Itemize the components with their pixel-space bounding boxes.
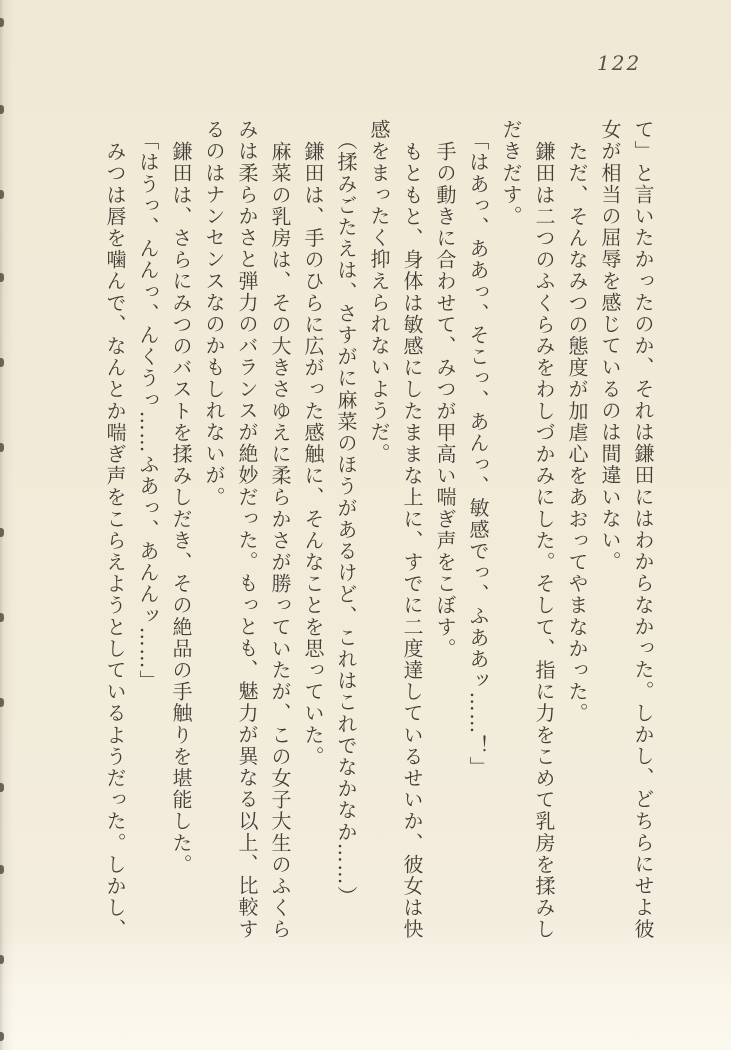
- binding-mark: [0, 865, 4, 874]
- binding-mark: [0, 443, 4, 452]
- text-line: （揉みごたえは、さすがに麻菜のほうがあるけど、これはこれでなかなか……）: [334, 130, 358, 908]
- text-line: るのはナンセンスなのかもしれないが。: [202, 119, 226, 508]
- binding-mark: [0, 1032, 4, 1041]
- text-line: みは柔らかさと弾力のバランスが絶妙だった。もっとも、魅力が異なる以上、比較す: [235, 119, 259, 940]
- binding-mark: [0, 613, 4, 622]
- text-line: て」と言いたかったのか、それは鎌田にはわからなかった。しかし、どちらにせよ彼: [631, 119, 655, 940]
- text-line: 手の動きに合わせて、みつが甲高い喘ぎ声をこぼす。: [433, 141, 457, 660]
- text-line: 女が相当の屈辱を感じているのは間違いない。: [598, 119, 622, 573]
- text-line: 「はうっ、んんっ、んくうっ……ふあっ、あんんッ……」: [136, 130, 160, 692]
- binding-mark: [0, 783, 4, 792]
- text-line: 鎌田は二つのふくらみをわしづかみにした。そして、指に力をこめて乳房を揉みし: [532, 141, 556, 941]
- binding-mark: [0, 273, 4, 282]
- binding-mark: [0, 190, 4, 199]
- binding-mark: [0, 105, 4, 114]
- text-line: もともと、身体は敏感にしたままな上に、すでに二度達しているせいか、彼女は快: [400, 141, 424, 941]
- text-line: 「はあっ、ああっ、そこっ、あんっ、敏感でっ、ふああッ……！」: [466, 130, 490, 778]
- text-line: ただ、そんなみつの態度が加虐心をあおってやまなかった。: [565, 141, 589, 725]
- text-line: みつは唇を噛んで、なんとか喘ぎ声をこらえようとしているようだった。しかし、: [103, 141, 127, 941]
- text-line: 鎌田は、さらにみつのバストを揉みしだき、その絶品の手触りを堪能した。: [169, 141, 193, 876]
- text-line: 鎌田は、手のひらに広がった感触に、そんなことを思っていた。: [301, 141, 325, 768]
- text-line: だきだす。: [499, 119, 523, 227]
- page-number: 122: [597, 51, 642, 75]
- binding-mark: [0, 955, 4, 964]
- binding-mark: [0, 358, 4, 367]
- binding-mark: [0, 18, 4, 27]
- binding-stitch-marks: [0, 0, 8, 1050]
- text-line: 感をまったく抑えられないようだ。: [367, 119, 391, 465]
- text-line: 麻菜の乳房は、その大きさゆえに柔らかさが勝っていたが、この女子大生のふくら: [268, 141, 292, 941]
- binding-mark: [0, 528, 4, 537]
- binding-mark: [0, 698, 4, 707]
- vertical-text-block: [98, 119, 659, 943]
